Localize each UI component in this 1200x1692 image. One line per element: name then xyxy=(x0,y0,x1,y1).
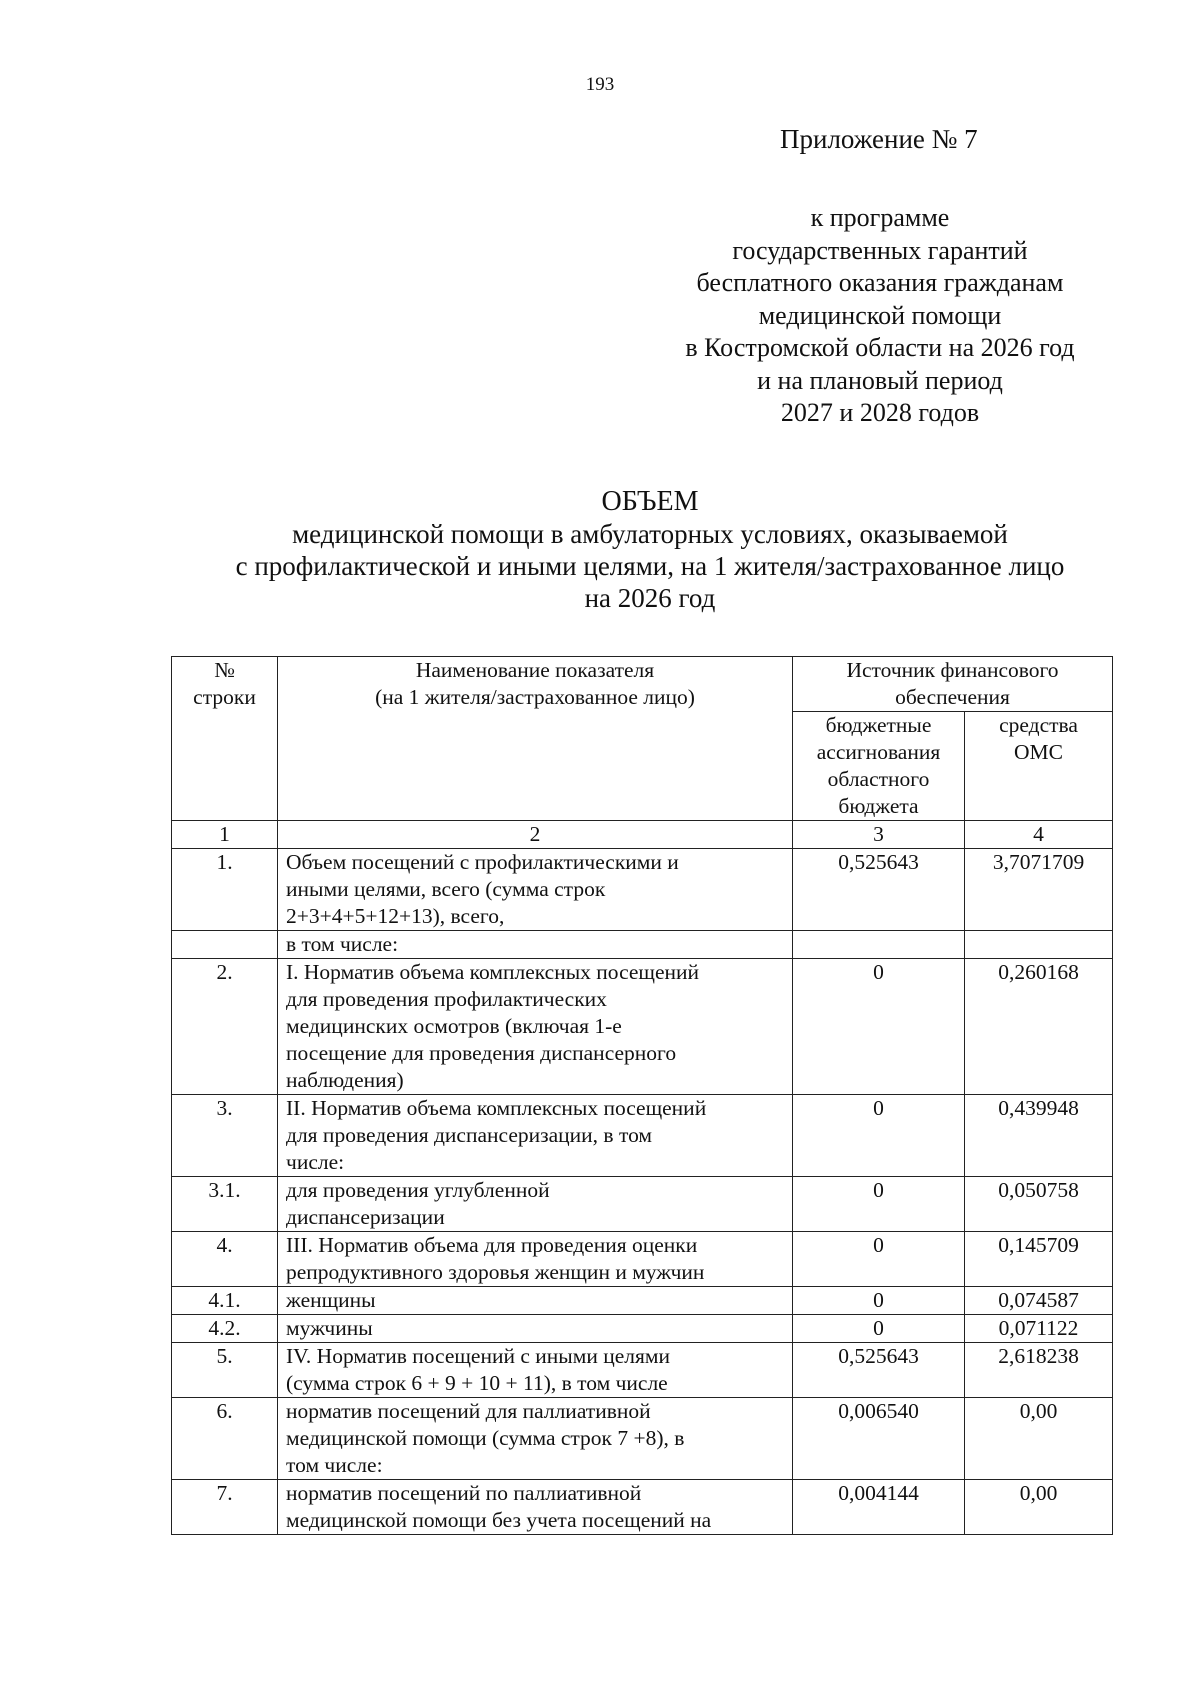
table-row xyxy=(172,1398,1113,1480)
row-budget-value: 0,006540 xyxy=(793,1398,965,1480)
row-number: 2. xyxy=(172,959,278,1095)
indicator-line: 2+3+4+5+12+13), всего, xyxy=(286,904,505,928)
row-oms-value: 0,00 xyxy=(965,1398,1113,1480)
column-number: 2 xyxy=(278,821,793,849)
indicator-line: для проведения профилактических xyxy=(286,987,607,1011)
column-number: 1 xyxy=(172,821,278,849)
header-text: бюджетные xyxy=(825,713,932,737)
table-row xyxy=(172,1343,1113,1398)
heading-title: ОБЪЕМ xyxy=(601,486,699,517)
indicator-line: I. Норматив объема комплексных посещений xyxy=(286,960,700,984)
row-budget-value: 0 xyxy=(793,1287,965,1315)
header-text: строки xyxy=(193,685,256,709)
heading-line: с профилактической и иными целями, на 1 жителя/застрахованное лицо xyxy=(235,551,1065,581)
appendix-subtitle-line: государственных гарантий xyxy=(732,235,1028,265)
row-number: 7. xyxy=(172,1480,278,1535)
row-number: 5. xyxy=(172,1343,278,1398)
header-text: Источник финансового xyxy=(846,658,1059,682)
header-budget xyxy=(793,712,965,821)
appendix-subtitle-line: в Костромской области на 2026 год xyxy=(685,333,1075,362)
indicator-line: для проведения углубленной xyxy=(286,1178,550,1202)
row-budget-value: 0 xyxy=(793,1315,965,1343)
column-number-row xyxy=(172,821,1113,849)
row-budget-value: 0 xyxy=(793,1177,965,1232)
row-oms-value: 0,074587 xyxy=(965,1287,1113,1315)
row-oms-value: 0,00 xyxy=(965,1480,1113,1535)
header-text: № xyxy=(214,658,235,682)
row-indicator xyxy=(278,931,793,959)
row-number: 1. xyxy=(172,849,278,931)
row-number: 3. xyxy=(172,1095,278,1177)
indicator-line: том числе: xyxy=(286,1453,383,1477)
row-indicator xyxy=(278,1398,793,1480)
row-oms-value: 3,7071709 xyxy=(965,849,1113,931)
table-row xyxy=(172,1315,1113,1343)
table-row xyxy=(172,931,1113,959)
row-oms-value: 0,260168 xyxy=(965,959,1113,1095)
row-number: 3.1. xyxy=(172,1177,278,1232)
indicator-line: диспансеризации xyxy=(286,1205,445,1229)
row-number: 4.1. xyxy=(172,1287,278,1315)
row-oms-value xyxy=(965,931,1113,959)
appendix-subtitle-line: 2027 и 2028 годов xyxy=(780,398,980,427)
row-oms-value: 0,050758 xyxy=(965,1177,1113,1232)
indicator-line: для проведения диспансеризации, в том xyxy=(286,1123,653,1147)
column-number: 3 xyxy=(793,821,965,849)
row-oms-value: 0,071122 xyxy=(965,1315,1113,1343)
table-row xyxy=(172,1095,1113,1177)
row-indicator xyxy=(278,1232,793,1287)
appendix-subtitle-line: к программе xyxy=(810,203,950,232)
header-text: обеспечения xyxy=(895,685,1010,709)
row-indicator xyxy=(278,1287,793,1315)
indicator-line: Объем посещений с профилактическими и xyxy=(286,850,679,874)
indicator-line: норматив посещений по паллиативной xyxy=(286,1481,642,1505)
row-oms-value: 0,145709 xyxy=(965,1232,1113,1287)
row-budget-value: 0 xyxy=(793,1095,965,1177)
header-text: бюджета xyxy=(838,794,919,818)
appendix-subtitle-line: бесплатного оказания гражданам xyxy=(696,268,1064,297)
row-oms-value: 2,618238 xyxy=(965,1343,1113,1398)
appendix-subtitle-line: медицинской помощи xyxy=(758,300,1002,330)
indicator-line: IV. Норматив посещений с иными целями xyxy=(286,1344,671,1368)
row-indicator xyxy=(278,1315,793,1343)
indicator-line: II. Норматив объема комплексных посещений xyxy=(286,1096,707,1120)
volume-table xyxy=(171,656,1113,1535)
row-indicator xyxy=(278,1343,793,1398)
appendix-title: Приложение № 7 xyxy=(780,124,978,154)
table-row xyxy=(172,1177,1113,1232)
row-budget-value: 0,004144 xyxy=(793,1480,965,1535)
indicator-line: репродуктивного здоровья женщин и мужчин xyxy=(286,1260,705,1284)
header-text: (на 1 жителя/застрахованное лицо) xyxy=(375,685,695,709)
row-number xyxy=(172,931,278,959)
header-indicator xyxy=(278,657,793,821)
indicator-line: посещение для проведения диспансерного xyxy=(286,1041,677,1065)
table-row xyxy=(172,1287,1113,1315)
header-text: средства xyxy=(999,713,1078,737)
row-budget-value xyxy=(793,931,965,959)
table-row xyxy=(172,1480,1113,1535)
indicator-line: в том числе: xyxy=(286,932,399,956)
header-text: ОМС xyxy=(1014,740,1063,764)
row-number: 6. xyxy=(172,1398,278,1480)
header-row xyxy=(172,657,1113,712)
indicator-line: медицинской помощи (сумма строк 7 +8), в xyxy=(286,1426,685,1450)
row-number: 4. xyxy=(172,1232,278,1287)
header-oms xyxy=(965,712,1113,821)
row-number: 4.2. xyxy=(172,1315,278,1343)
header-text: областного xyxy=(827,767,930,791)
table-row xyxy=(172,849,1113,931)
row-indicator xyxy=(278,959,793,1095)
row-budget-value: 0,525643 xyxy=(793,849,965,931)
row-budget-value: 0 xyxy=(793,1232,965,1287)
indicator-line: мужчины xyxy=(286,1316,373,1340)
header-text: ассигнования xyxy=(816,740,941,764)
indicator-line: медицинских осмотров (включая 1-е xyxy=(286,1014,622,1038)
row-budget-value: 0,525643 xyxy=(793,1343,965,1398)
indicator-line: (сумма строк 6 + 9 + 10 + 11), в том числе xyxy=(286,1371,668,1395)
header-row-number xyxy=(172,657,278,821)
table-row xyxy=(172,1232,1113,1287)
indicator-line: норматив посещений для паллиативной xyxy=(286,1399,651,1423)
heading-line: медицинской помощи в амбулаторных условиях, оказываемой xyxy=(292,519,1008,549)
indicator-line: иными целями, всего (сумма строк xyxy=(286,877,606,901)
header-text: Наименование показателя xyxy=(415,658,655,682)
heading-line: на 2026 год xyxy=(584,583,716,613)
indicator-line: наблюдения) xyxy=(286,1068,404,1092)
row-indicator xyxy=(278,849,793,931)
appendix-subtitle xyxy=(640,202,1120,430)
indicator-line: числе: xyxy=(286,1150,345,1174)
page-number: 193 xyxy=(585,74,615,95)
row-indicator xyxy=(278,1095,793,1177)
row-budget-value: 0 xyxy=(793,959,965,1095)
row-indicator xyxy=(278,1177,793,1232)
table-row xyxy=(172,959,1113,1095)
indicator-line: III. Норматив объема для проведения оценки xyxy=(286,1233,698,1257)
document-heading xyxy=(150,486,1150,614)
indicator-line: медицинской помощи без учета посещений на xyxy=(286,1508,712,1532)
row-indicator xyxy=(278,1480,793,1535)
header-source xyxy=(793,657,1113,712)
appendix-subtitle-line: и на плановый период xyxy=(757,365,1003,395)
column-number: 4 xyxy=(965,821,1113,849)
indicator-line: женщины xyxy=(286,1288,376,1312)
row-oms-value: 0,439948 xyxy=(965,1095,1113,1177)
